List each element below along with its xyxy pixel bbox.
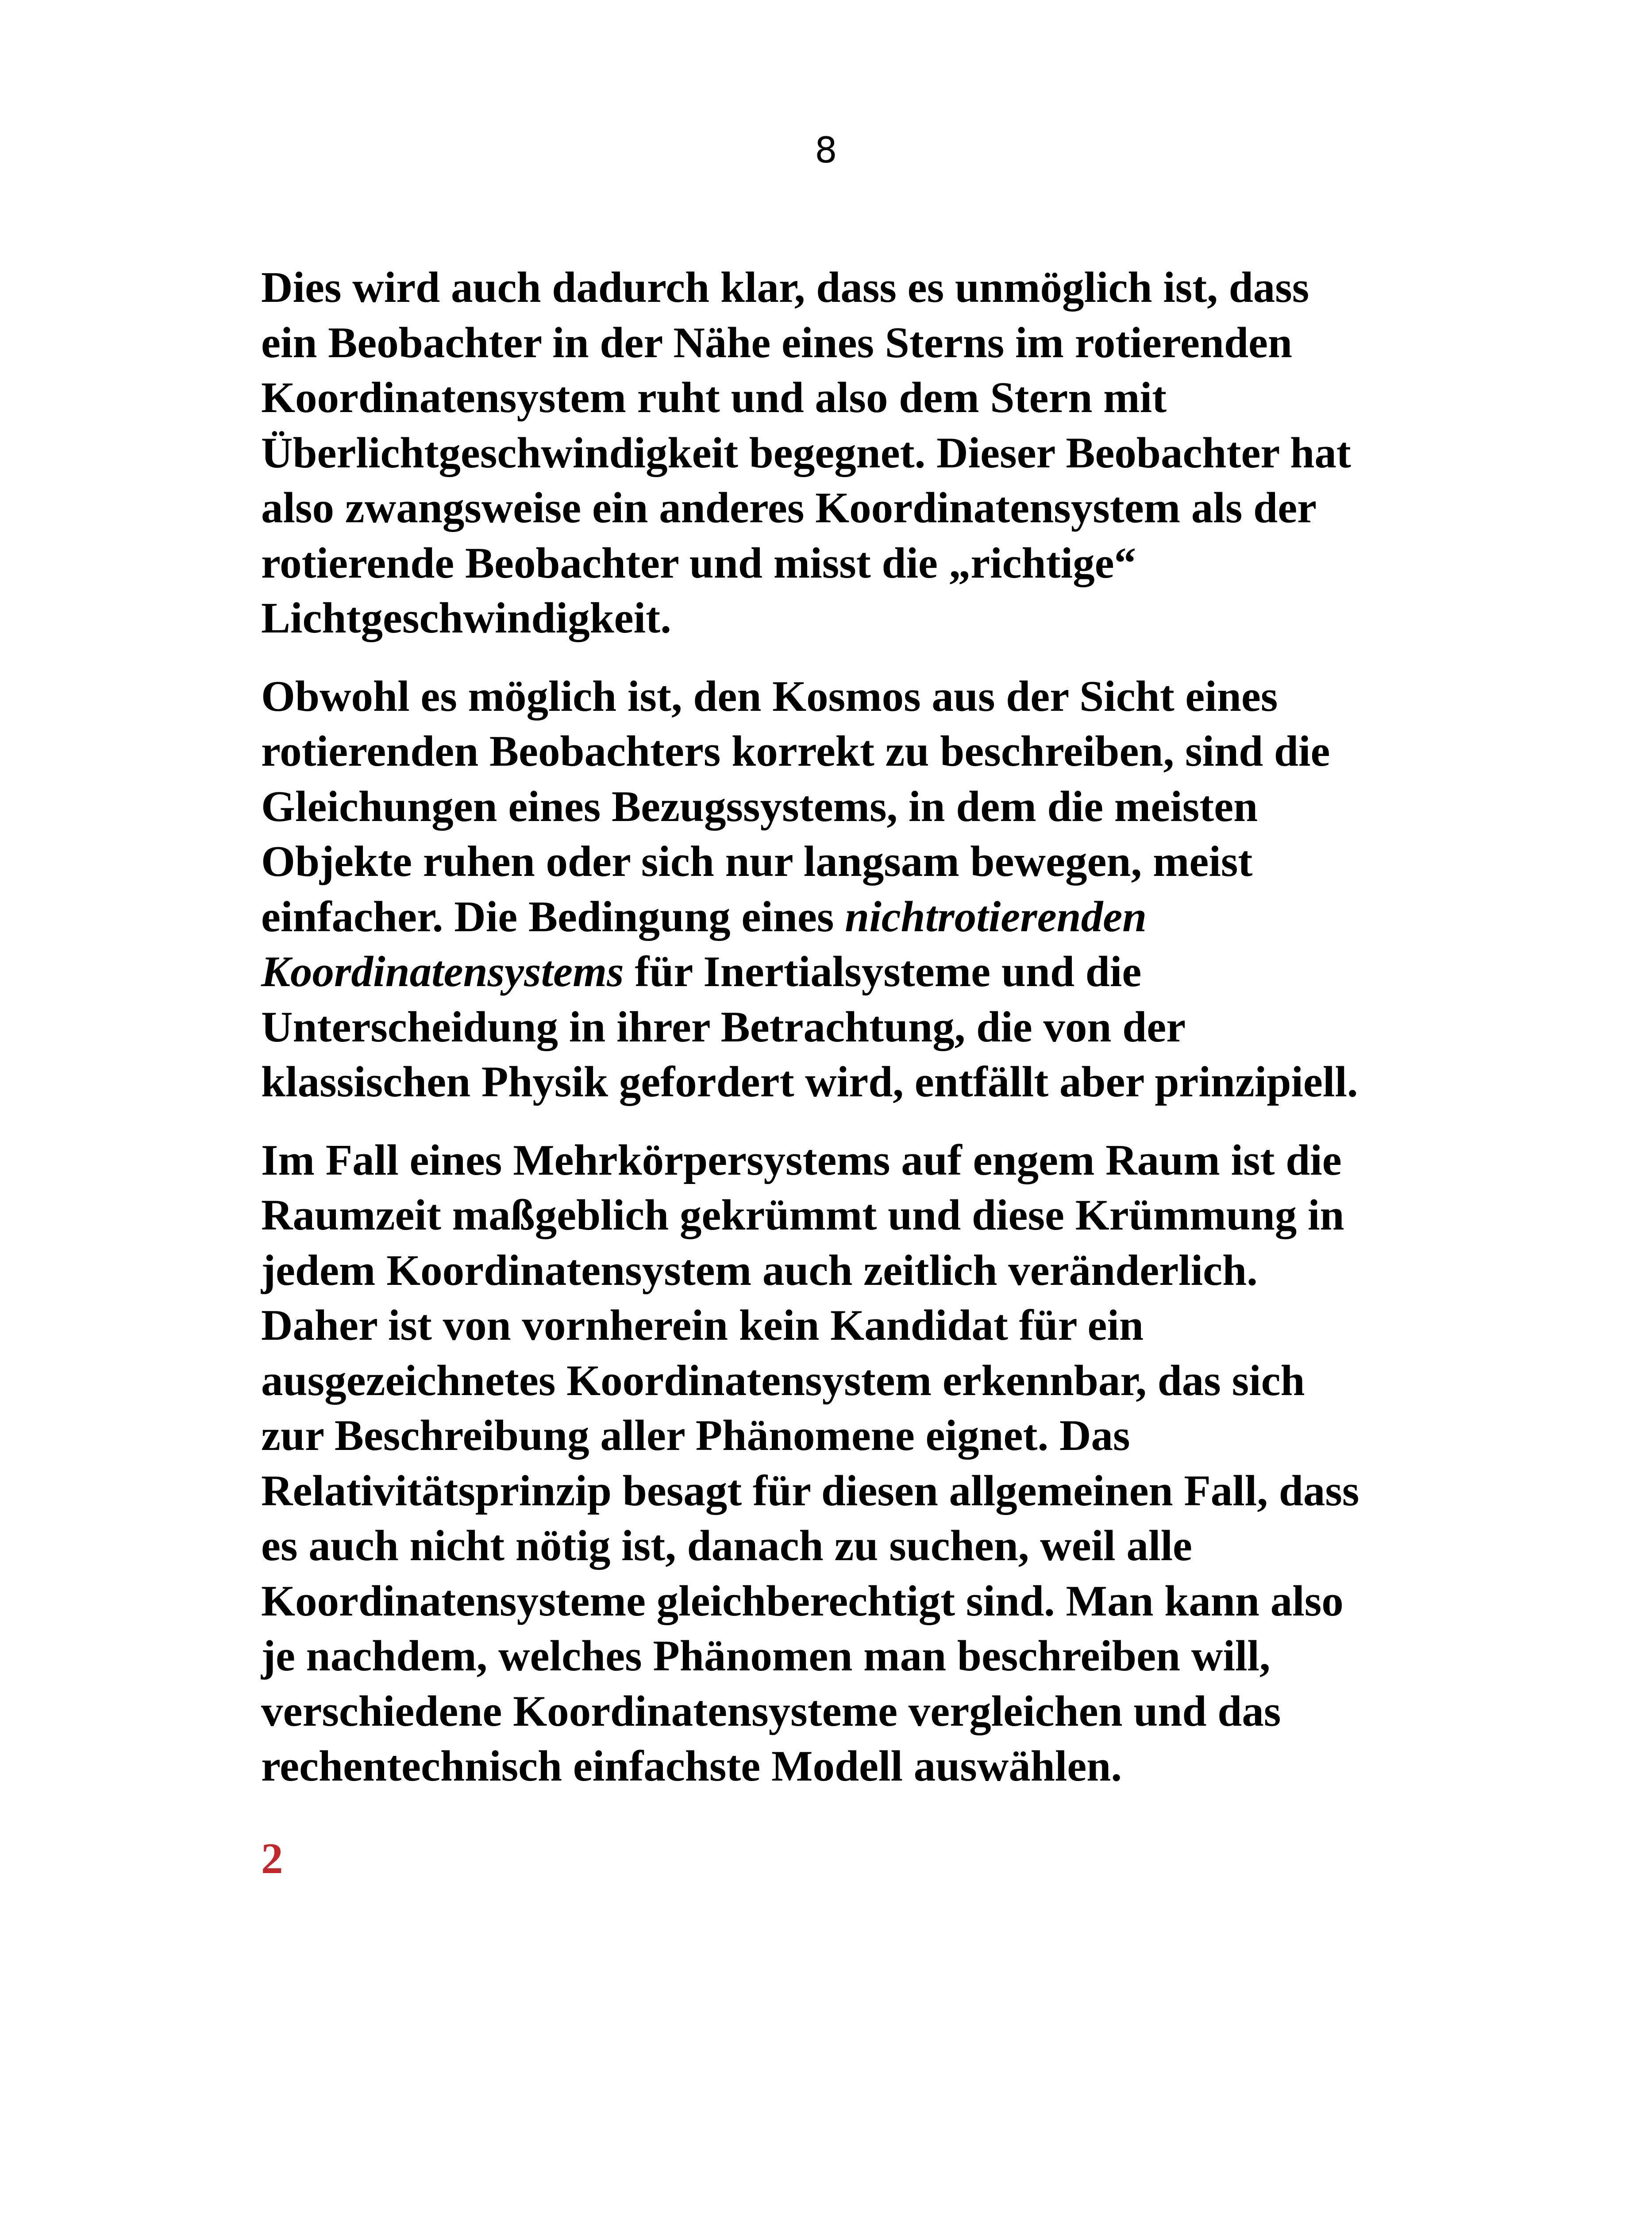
text-line: Obwohl es möglich ist, den Kosmos aus der Sicht eines bbox=[261, 672, 1278, 721]
text-line: jedem Koordinatensystem auch zeitlich veränderlich. bbox=[261, 1246, 1258, 1295]
text-line: Raumzeit maßgeblich gekrümmt und diese Krümmung in bbox=[261, 1191, 1344, 1239]
text-line: je nachdem, welches Phänomen man beschreiben will, bbox=[261, 1632, 1271, 1680]
text-run: für Inertialsysteme und die bbox=[624, 948, 1142, 996]
text-line: Lichtgeschwindigkeit. bbox=[261, 594, 671, 642]
text-line: verschiedene Koordinatensysteme vergleichen und das bbox=[261, 1687, 1281, 1735]
text-line: also zwangsweise ein anderes Koordinatensystem als der bbox=[261, 484, 1317, 532]
text-line: Unterscheidung in ihrer Betrachtung, die von der bbox=[261, 1002, 1186, 1051]
italic-term: nichtrotierenden bbox=[845, 892, 1147, 941]
text-line: es auch nicht nötig ist, danach zu suchen, weil alle bbox=[261, 1522, 1192, 1570]
text-line: rotierende Beobachter und misst die „richtige“ bbox=[261, 539, 1136, 587]
footnote-marker: 2 bbox=[261, 1835, 283, 1883]
text-line: Im Fall eines Mehrkörpersystems auf engem Raum ist die bbox=[261, 1136, 1342, 1184]
text-line-mixed bbox=[261, 890, 1394, 945]
paragraph-2 bbox=[261, 669, 1394, 1110]
paragraph-1 bbox=[261, 260, 1394, 646]
text-line: Koordinatensysteme gleichberechtigt sind. Man kann also bbox=[261, 1577, 1344, 1625]
text-line: ausgezeichnetes Koordinatensystem erkennbar, das sich bbox=[261, 1356, 1305, 1405]
text-line: klassischen Physik gefordert wird, entfällt aber prinzipiell. bbox=[261, 1058, 1358, 1106]
text-line: Gleichungen eines Bezugssystems, in dem die meisten bbox=[261, 782, 1258, 831]
italic-term: Koordinatensystems bbox=[261, 948, 624, 996]
text-line: rechentechnisch einfachste Modell auswählen. bbox=[261, 1742, 1122, 1790]
text-line: rotierenden Beobachters korrekt zu beschreiben, sind die bbox=[261, 727, 1330, 775]
text-run: einfacher. Die Bedingung eines bbox=[261, 892, 845, 941]
text-line: Daher ist von vornherein kein Kandidat für ein bbox=[261, 1301, 1144, 1349]
body-text bbox=[261, 260, 1394, 1817]
text-line: ein Beobachter in der Nähe eines Sterns im rotierenden bbox=[261, 318, 1293, 367]
text-line: Koordinatensystem ruht und also dem Stern mit bbox=[261, 374, 1167, 422]
text-line: Objekte ruhen oder sich nur langsam bewegen, meist bbox=[261, 837, 1253, 886]
text-line: Relativitätsprinzip besagt für diesen allgemeinen Fall, dass bbox=[261, 1466, 1359, 1515]
text-line: Überlichtgeschwindigkeit begegnet. Dieser Beobachter hat bbox=[261, 428, 1351, 477]
text-line: Dies wird auch dadurch klar, dass es unmöglich ist, dass bbox=[261, 263, 1309, 312]
page-number: 8 bbox=[815, 130, 837, 171]
paragraph-3 bbox=[261, 1133, 1394, 1794]
text-line-mixed bbox=[261, 945, 1394, 1000]
text-line: zur Beschreibung aller Phänomene eignet. Das bbox=[261, 1411, 1130, 1460]
